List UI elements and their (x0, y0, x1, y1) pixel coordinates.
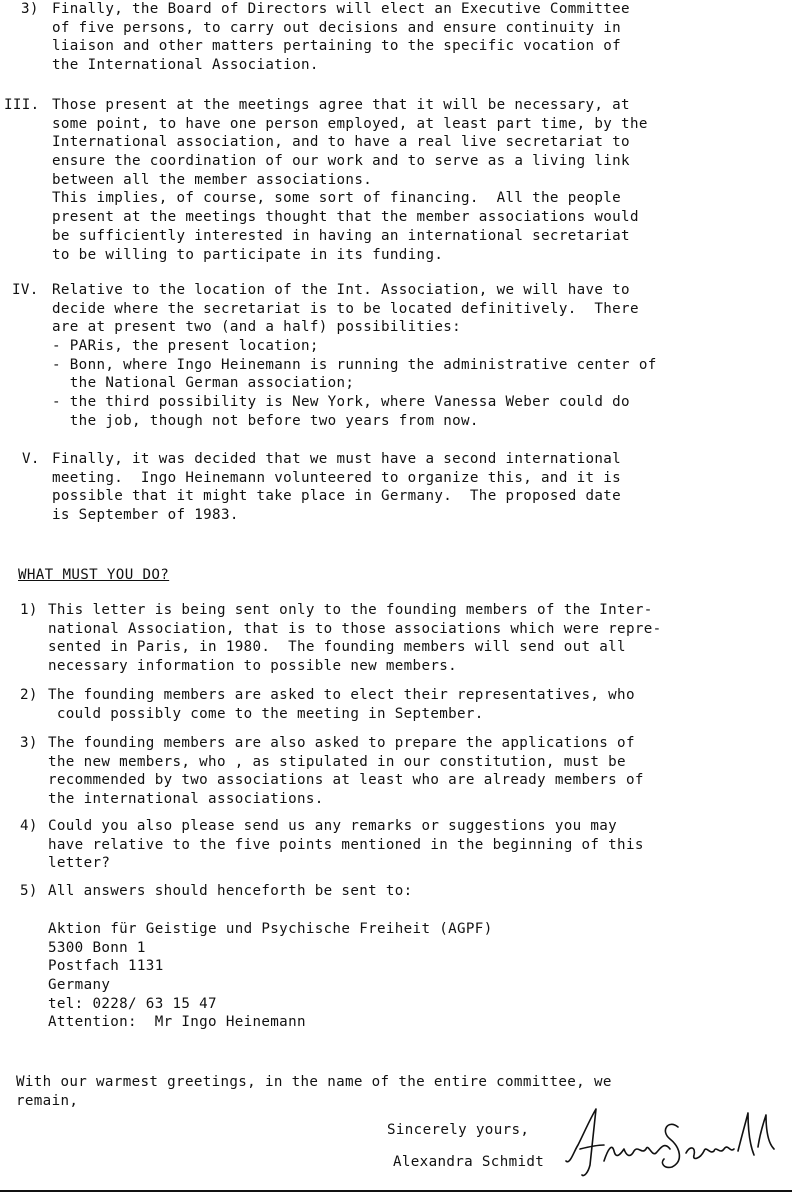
text-line: This implies, of course, some sort of financing. All the people (52, 190, 622, 207)
text-line: to be willing to participate in its funding. (52, 246, 444, 263)
text-line: Those present at the meetings agree that it will be necessary, at (52, 97, 630, 113)
text-line: between all the member associations. (52, 171, 373, 188)
item-number: 2) (20, 687, 38, 703)
signer-name-text: Alexandra Schmidt (393, 1154, 545, 1170)
item-number: 4) (20, 818, 38, 834)
text-line: the international associations. (48, 791, 324, 808)
section-number: V. (22, 451, 40, 467)
item-number: 5) (20, 883, 38, 899)
text-line: - the third possibility is New York, where Vanessa Weber could do (52, 394, 630, 411)
section-number: IV. (12, 282, 39, 298)
text-line: liaison and other matters pertaining to the specific vocation of (52, 38, 622, 55)
text-line: be sufficiently interested in having an international secretariat (52, 227, 630, 244)
section-number: III. (4, 97, 40, 113)
address-line: 5300 Bonn 1 (48, 939, 146, 956)
text-line: Could you also please send us any remarks or suggestions you may (48, 818, 618, 834)
text-line: the International Association. (52, 57, 319, 74)
text-line: necessary information to possible new members. (48, 658, 458, 675)
text-line: Finally, it was decided that we must have a second international (52, 451, 622, 467)
text-line: - Bonn, where Ingo Heinemann is running the administrative center of (52, 356, 657, 373)
handwritten-signature (560, 1105, 780, 1185)
text-line: of five persons, to carry out decisions and ensure continuity in (52, 19, 622, 36)
text-line: possible that it might take place in Germany. The proposed date (52, 488, 622, 505)
text-line: International association, and to have a real live secretariat to (52, 134, 630, 151)
heading-text: WHAT MUST YOU DO? (18, 567, 170, 583)
text-line: letter? (48, 855, 111, 872)
address-line: Aktion für Geistige und Psychische Freiheit (AGPF) (48, 921, 493, 937)
text-line: sented in Paris, in 1980. The founding members will send out all (48, 639, 626, 656)
page-bottom-rule (0, 1190, 792, 1192)
text-line: ensure the coordination of our work and to serve as a living link (52, 153, 630, 170)
text-line: - PARis, the present location; (52, 338, 319, 355)
closing (16, 1073, 612, 1110)
text-line: Relative to the location of the Int. Association, we will have to (52, 282, 630, 298)
text-line: the National German association; (52, 375, 355, 392)
address-block (48, 920, 493, 1032)
item-number: 3) (21, 1, 39, 17)
text-line: the job, though not before two years from now. (52, 412, 479, 429)
valediction-text: Sincerely yours, (387, 1122, 530, 1138)
item-number: 1) (20, 602, 38, 618)
text-line: All answers should henceforth be sent to: (48, 883, 413, 899)
address-line: tel: 0228/ 63 15 47 (48, 995, 217, 1012)
text-line: recommended by two associations at least who are already members of (48, 772, 644, 789)
address-line: Postfach 1131 (48, 958, 164, 975)
address-line: Germany (48, 977, 111, 994)
text-line: some point, to have one person employed, at least part time, by the (52, 115, 648, 132)
closing-line: With our warmest greetings, in the name of the entire committee, we (16, 1074, 612, 1090)
text-line: decide where the secretariat is to be located definitively. There (52, 300, 639, 317)
closing-line: remain, (16, 1092, 79, 1109)
signer-name (393, 1153, 544, 1172)
address-line: Attention: Mr Ingo Heinemann (48, 1014, 306, 1031)
text-line: present at the meetings thought that the member associations would (52, 209, 639, 226)
text-line: meeting. Ingo Heinemann volunteered to organize this, and it is (52, 469, 622, 486)
text-line: The founding members are asked to elect their representatives, who (48, 687, 635, 703)
text-line: is September of 1983. (52, 507, 239, 524)
valediction (387, 1121, 529, 1140)
text-line: This letter is being sent only to the founding members of the Inter- (48, 602, 653, 618)
text-line: Finally, the Board of Directors will elect an Executive Committee (52, 1, 630, 17)
item-number: 3) (20, 735, 38, 751)
text-line: have relative to the five points mentioned in the beginning of this (48, 836, 644, 853)
text-line: could possibly come to the meeting in September. (48, 705, 484, 722)
text-line: The founding members are also asked to prepare the applications of (48, 735, 635, 751)
section-heading (18, 566, 169, 585)
text-line: national Association, that is to those associations which were repre- (48, 620, 662, 637)
text-line: are at present two (and a half) possibilities: (52, 319, 462, 336)
text-line: the new members, who , as stipulated in our constitution, must be (48, 753, 626, 770)
